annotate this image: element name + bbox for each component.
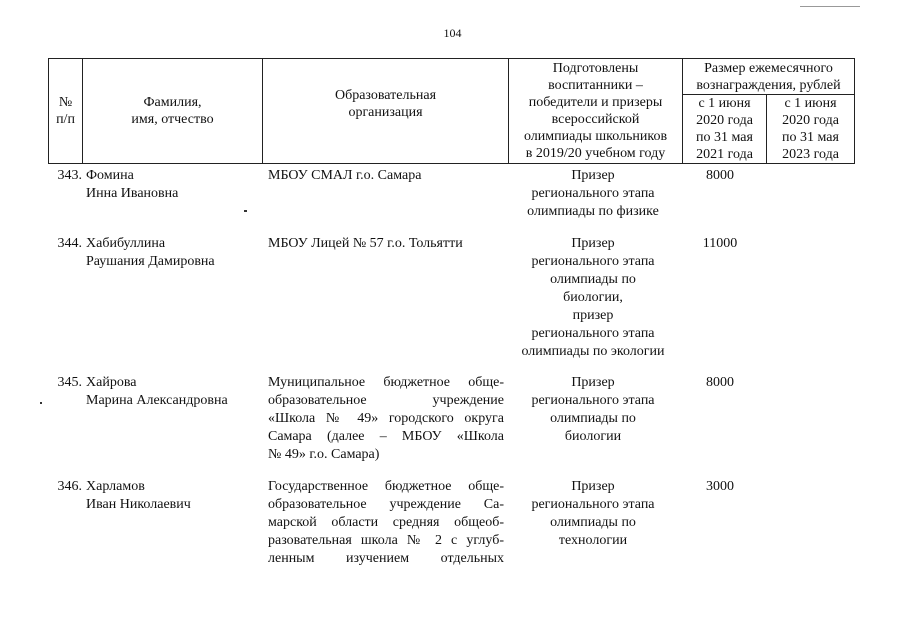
row-name: Хайрова Марина Александровна: [86, 375, 228, 408]
row-amount-2021: 8000: [706, 168, 734, 183]
row-number: 344.: [57, 236, 82, 251]
row-number: 345.: [57, 375, 82, 390]
row-amount-2021: 8000: [706, 375, 734, 390]
row-org: МБОУ СМАЛ г.о. Самара: [268, 168, 422, 183]
row-org: Государственное бюджетное обще- образовательное учреждение Са- марской области средняя общеоб- разовательная школа № 2 с углуб- ленным изучением отдельных: [268, 479, 504, 566]
table-header: [48, 58, 855, 164]
row-prepared: Призер регионального этапа олимпиады по физике: [527, 168, 659, 219]
scan-speck: [800, 6, 860, 7]
row-prepared: Призер регионального этапа олимпиады по биологии, призер регионального этапа олимпиады по экологии: [521, 236, 665, 359]
row-amount-2021: 11000: [702, 236, 738, 251]
scan-speck: [40, 402, 42, 404]
header-reward-title: Размер ежемесячного вознаграждения, рублей: [683, 59, 855, 95]
row-org: Муниципальное бюджетное обще- образовательное учреждение «Школа № 49» городского округа Самара (далее – МБОУ «Школа № 49» г.о. Самара): [268, 375, 504, 462]
page-number: 104: [443, 26, 462, 40]
header-num: № п/п: [49, 59, 83, 164]
header-period-2: с 1 июня 2020 года по 31 мая 2023 года: [767, 95, 855, 164]
row-name: Харламов Иван Николаевич: [86, 479, 191, 512]
row-org: МБОУ Лицей № 57 г.о. Тольятти: [268, 236, 463, 251]
row-name: Хабибуллина Раушания Дамировна: [86, 236, 215, 269]
header-org: Образовательная организация: [263, 59, 509, 164]
row-prepared: Призер регионального этапа олимпиады по биологии: [531, 375, 655, 444]
header-name: Фамилия, имя, отчество: [83, 59, 263, 164]
row-name: Фомина Инна Ивановна: [86, 168, 179, 201]
header-prepared: Подготовлены воспитанники – победители и призеры всероссийской олимпиады школьников в 2019/20 учебном году: [509, 59, 683, 164]
row-number: 346.: [57, 479, 82, 494]
row-amount-2021: 3000: [706, 479, 734, 494]
scan-speck: [244, 210, 247, 212]
row-number: 343.: [57, 168, 82, 183]
row-prepared: Призер регионального этапа олимпиады по технологии: [531, 479, 655, 548]
header-period-1: с 1 июня 2020 года по 31 мая 2021 года: [683, 95, 767, 164]
